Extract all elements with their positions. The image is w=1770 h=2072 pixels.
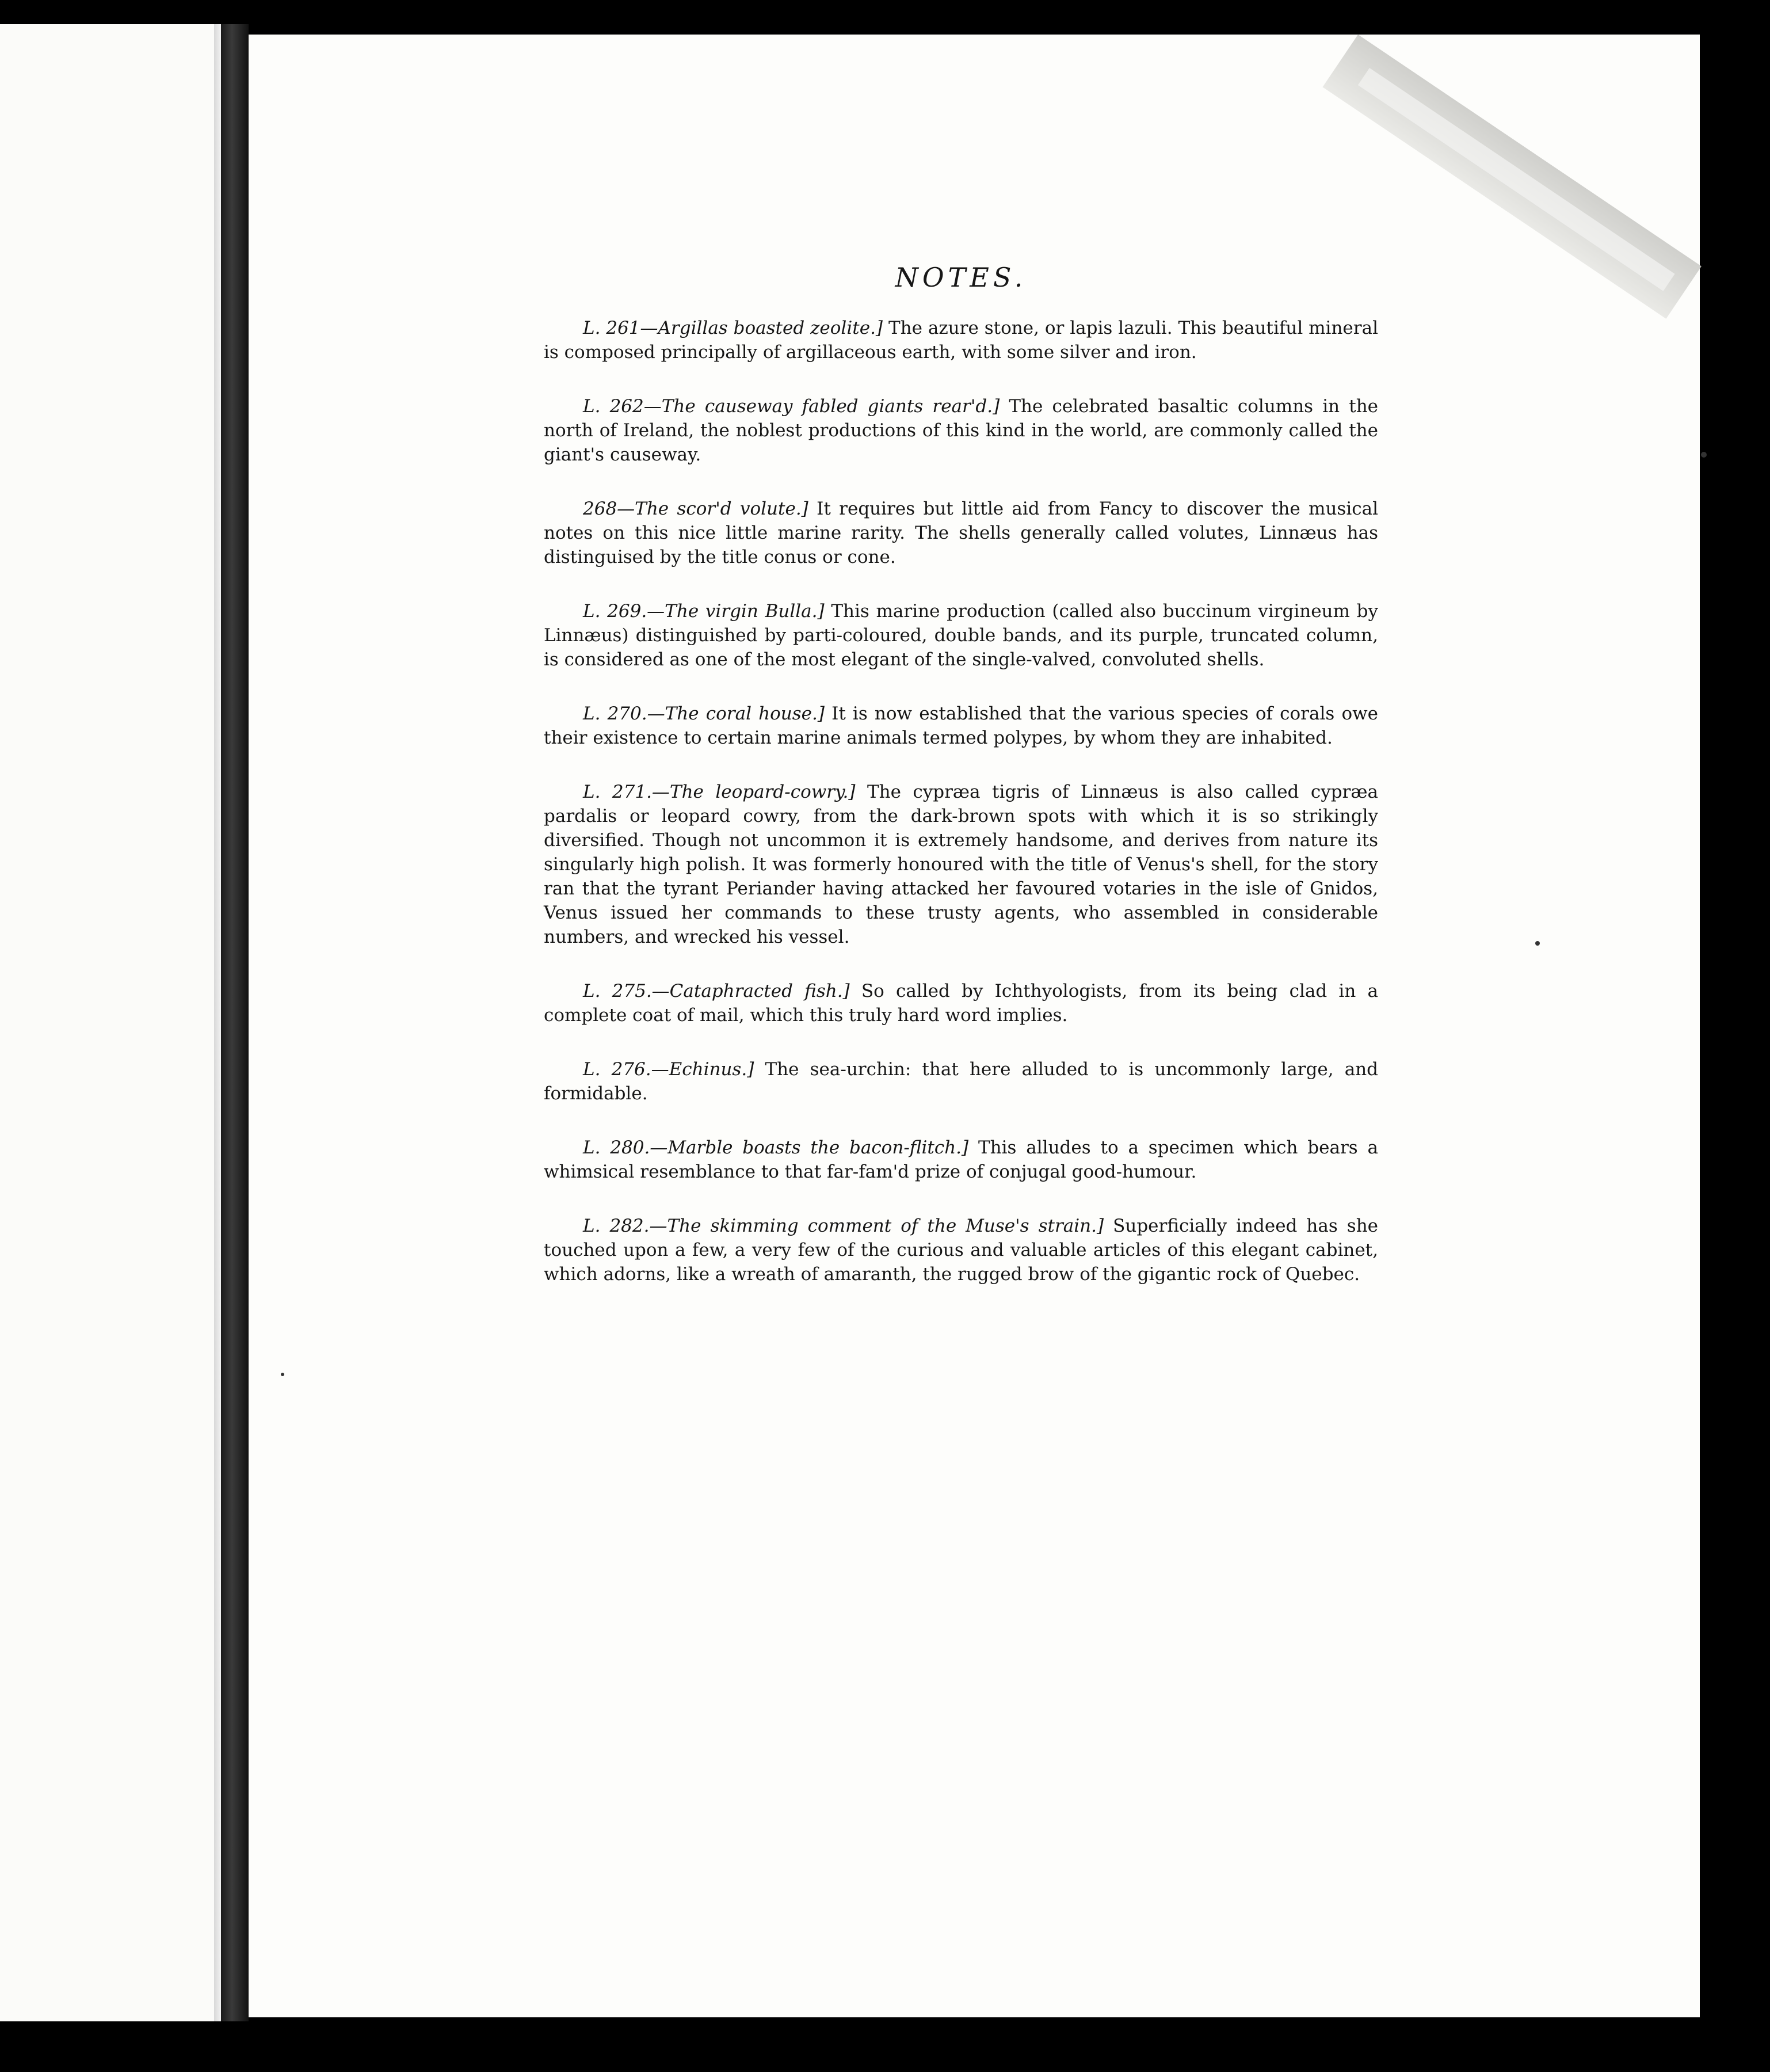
note-reference: L. 276.—Echinus.]: [583, 1059, 754, 1080]
note-reference: L. 269.—The virgin Bulla.]: [583, 601, 825, 622]
note-text: It requires but little aid from Fancy to discover the musical notes on this nice little marine rarity. The shells generally called volutes, Linnæus has distinguised by the title conus or cone.: [544, 498, 1379, 567]
notes-text-block: [544, 262, 1378, 1316]
note-reference: L. 275.—Cataphracted fish.]: [583, 981, 850, 1001]
left-page-edge: [0, 24, 214, 2021]
note-line-275: [544, 979, 1378, 1027]
note-text: The sea-urchin: that here alluded to is uncommonly large, and formidable.: [544, 1059, 1378, 1104]
note-line-282: [544, 1214, 1378, 1286]
note-reference: L. 282.—The skimming comment of the Muse's strain.]: [583, 1216, 1104, 1236]
note-text: The cypræa tigris of Linnæus is also called cypræa pardalis or leopard cowry, from the dark-brown spots with which it is so strikingly diversified. Though not uncommon it is extremely handsome, and derives from nature its singularly high polish. It was formerly honoured with the title of Venus's shell, for the story ran that the tyrant Periander having attacked her favoured votaries in the isle of Gnidos, Venus issued her commands to these trusty agents, who assembled in considerable numbers, and wrecked his vessel.: [544, 782, 1379, 947]
note-reference: 268—The scor'd volute.]: [583, 498, 808, 519]
note-line-270: [544, 702, 1378, 750]
note-reference: L. 280.—Marble boasts the bacon-flitch.]: [583, 1137, 969, 1158]
ink-speck: [1701, 452, 1707, 458]
ink-speck: [281, 1373, 284, 1376]
note-text: So called by Ichthyologists, from its being clad in a complete coat of mail, which this truly hard word implies.: [544, 981, 1378, 1026]
note-line-261: [544, 316, 1378, 364]
note-line-271: [544, 780, 1378, 949]
book-gutter: [221, 24, 249, 2021]
note-text: Superficially indeed has she touched upon a few, a very few of the curious and valuable articles of this elegant cabinet, which adorns, like a wreath of amaranth, the rugged brow of the gigantic rock of Quebec.: [544, 1216, 1379, 1285]
note-line-280: [544, 1136, 1378, 1184]
note-reference: L. 262—The causeway fabled giants rear'd.]: [583, 396, 1000, 417]
note-reference: L. 261—Argillas boasted zeolite.]: [583, 318, 883, 338]
note-reference: L. 271.—The leopard-cowry.]: [583, 782, 856, 802]
note-reference: L. 270.—The coral house.]: [583, 703, 825, 724]
note-text: This alludes to a specimen which bears a whimsical resemblance to that far-fam'd prize of conjugal good-humour.: [544, 1137, 1378, 1182]
note-line-268: [544, 497, 1378, 569]
left-page-shadow: [214, 24, 221, 2021]
note-line-262: [544, 394, 1378, 467]
note-text: It is now established that the various species of corals owe their existence to certain marine animals termed polypes, by whom they are inhabited.: [544, 703, 1378, 748]
note-text: The azure stone, or lapis lazuli. This beautiful mineral is composed principally of argillaceous earth, with some silver and iron.: [544, 318, 1378, 363]
note-text: This marine production (called also buccinum virgineum by Linnæus) distinguished by parti-coloured, double bands, and its purple, truncated column, is considered as one of the most elegant of the single-valved, convoluted shells.: [544, 601, 1378, 670]
ink-speck: [1535, 941, 1540, 946]
note-line-276: [544, 1057, 1378, 1106]
page-heading: NOTES.: [895, 262, 1027, 293]
note-line-269: [544, 599, 1378, 672]
note-text: The celebrated basaltic columns in the north of Ireland, the noblest productions of this kind in the world, are commonly called the giant's causeway.: [544, 396, 1379, 465]
